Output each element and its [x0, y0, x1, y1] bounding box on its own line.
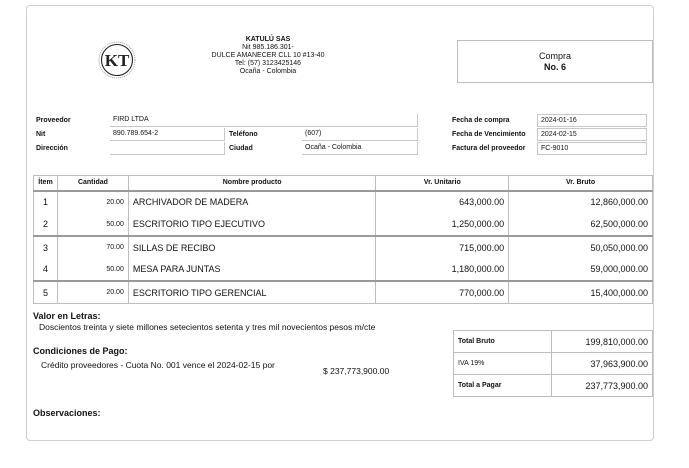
table-row	[34, 191, 653, 214]
cell-vr-unitario: 715,000.00	[376, 236, 509, 259]
condiciones-pago-text: Crédito proveedores - Cuota No. 001 vence el 2024-02-15 por	[41, 360, 275, 370]
cell-vr-unitario: 770,000.00	[376, 281, 509, 304]
field-factura-proveedor: FC-9010	[537, 142, 647, 155]
header-vr-unitario: Vr. Unitario	[376, 176, 509, 191]
cell-item: 5	[34, 281, 58, 304]
cell-cantidad: 20.00	[57, 281, 128, 304]
company-address: DULCE AMANECER CLL 10 #13-40	[211, 52, 325, 59]
header-cantidad: Cantidad	[57, 176, 128, 191]
label-ciudad: Ciudad	[229, 145, 253, 152]
company-info	[198, 36, 338, 76]
field-direccion	[110, 142, 225, 155]
total-pagar-value: 237,773,900.00	[552, 375, 653, 397]
document-type: Compra	[538, 51, 571, 61]
field-fecha-vencimiento: 2024-02-15	[537, 128, 647, 141]
cell-cantidad: 20.00	[57, 191, 128, 214]
cell-item: 1	[34, 191, 58, 214]
items-header-row	[34, 176, 653, 191]
condiciones-pago-title: Condiciones de Pago:	[33, 346, 128, 356]
label-telefono: Teléfono	[229, 131, 258, 138]
company-phone: Tel: (57) 3123425146	[234, 60, 302, 67]
cell-vr-unitario: 1,180,000.00	[376, 259, 509, 282]
company-city: Ocaña - Colombia	[239, 68, 297, 75]
label-fecha-compra: Fecha de compra	[452, 117, 510, 124]
cell-cantidad: 50.00	[57, 213, 128, 236]
cell-vr-unitario: 1,250,000.00	[376, 213, 509, 236]
observaciones-title: Observaciones:	[33, 408, 101, 418]
company-nit: Nit 985.186.301-	[242, 44, 294, 51]
field-ciudad: Ocaña - Colombia	[302, 142, 418, 155]
cell-producto: ESCRITORIO TIPO GERENCIAL	[128, 281, 376, 304]
iva-label: IVA 19%	[454, 353, 552, 375]
label-fecha-vencimiento: Fecha de Vencimiento	[452, 131, 526, 138]
cell-vr-bruto: 50,050,000.00	[509, 236, 653, 259]
totals-row	[454, 353, 653, 375]
totals-row	[454, 375, 653, 397]
cell-vr-unitario: 643,000.00	[376, 191, 509, 214]
valor-letras-text: Doscientos treinta y siete millones setecientos setenta y tres mil novecientos pesos m/cte	[39, 322, 376, 332]
document-number: No. 6	[543, 62, 566, 72]
cell-vr-bruto: 62,500,000.00	[509, 213, 653, 236]
totals-table	[453, 330, 653, 397]
valor-letras-title: Valor en Letras:	[33, 311, 101, 321]
header-item: Ítem	[34, 176, 58, 191]
iva-value: 37,963,900.00	[552, 353, 653, 375]
cell-producto: ESCRITORIO TIPO EJECUTIVO	[128, 213, 376, 236]
cell-producto: ARCHIVADOR DE MADERA	[128, 191, 376, 214]
cell-item: 4	[34, 259, 58, 282]
field-fecha-compra: 2024-01-16	[537, 114, 647, 127]
label-proveedor: Proveedor	[36, 117, 71, 124]
field-nit: 890.789.654-2	[110, 128, 225, 141]
table-row	[34, 236, 653, 259]
condiciones-pago-amount: $ 237,773,900.00	[323, 366, 390, 376]
table-row	[34, 281, 653, 304]
cell-item: 2	[34, 213, 58, 236]
header-nombre-producto: Nombre producto	[128, 176, 376, 191]
document-type-box	[457, 40, 653, 83]
total-pagar-label: Total a Pagar	[454, 375, 552, 397]
header-vr-bruto: Vr. Bruto	[509, 176, 653, 191]
field-proveedor: FIRD LTDA	[110, 114, 418, 127]
logo-text: KT	[104, 51, 130, 70]
items-table	[33, 175, 653, 304]
total-bruto-label: Total Bruto	[454, 331, 552, 353]
table-row	[34, 213, 653, 236]
cell-producto: MESA PARA JUNTAS	[128, 259, 376, 282]
cell-vr-bruto: 12,860,000.00	[509, 191, 653, 214]
totals-row	[454, 331, 653, 353]
label-direccion: Dirección	[36, 145, 68, 152]
field-telefono: (607)	[302, 128, 418, 141]
cell-cantidad: 70.00	[57, 236, 128, 259]
company-logo	[97, 40, 137, 80]
company-name: KATULÚ SAS	[245, 36, 291, 43]
label-factura-proveedor: Factura del proveedor	[452, 145, 526, 152]
cell-producto: SILLAS DE RECIBO	[128, 236, 376, 259]
cell-cantidad: 50.00	[57, 259, 128, 282]
cell-vr-bruto: 15,400,000.00	[509, 281, 653, 304]
total-bruto-value: 199,810,000.00	[552, 331, 653, 353]
cell-item: 3	[34, 236, 58, 259]
cell-vr-bruto: 59,000,000.00	[509, 259, 653, 282]
table-row	[34, 259, 653, 282]
label-nit: Nit	[36, 131, 46, 138]
